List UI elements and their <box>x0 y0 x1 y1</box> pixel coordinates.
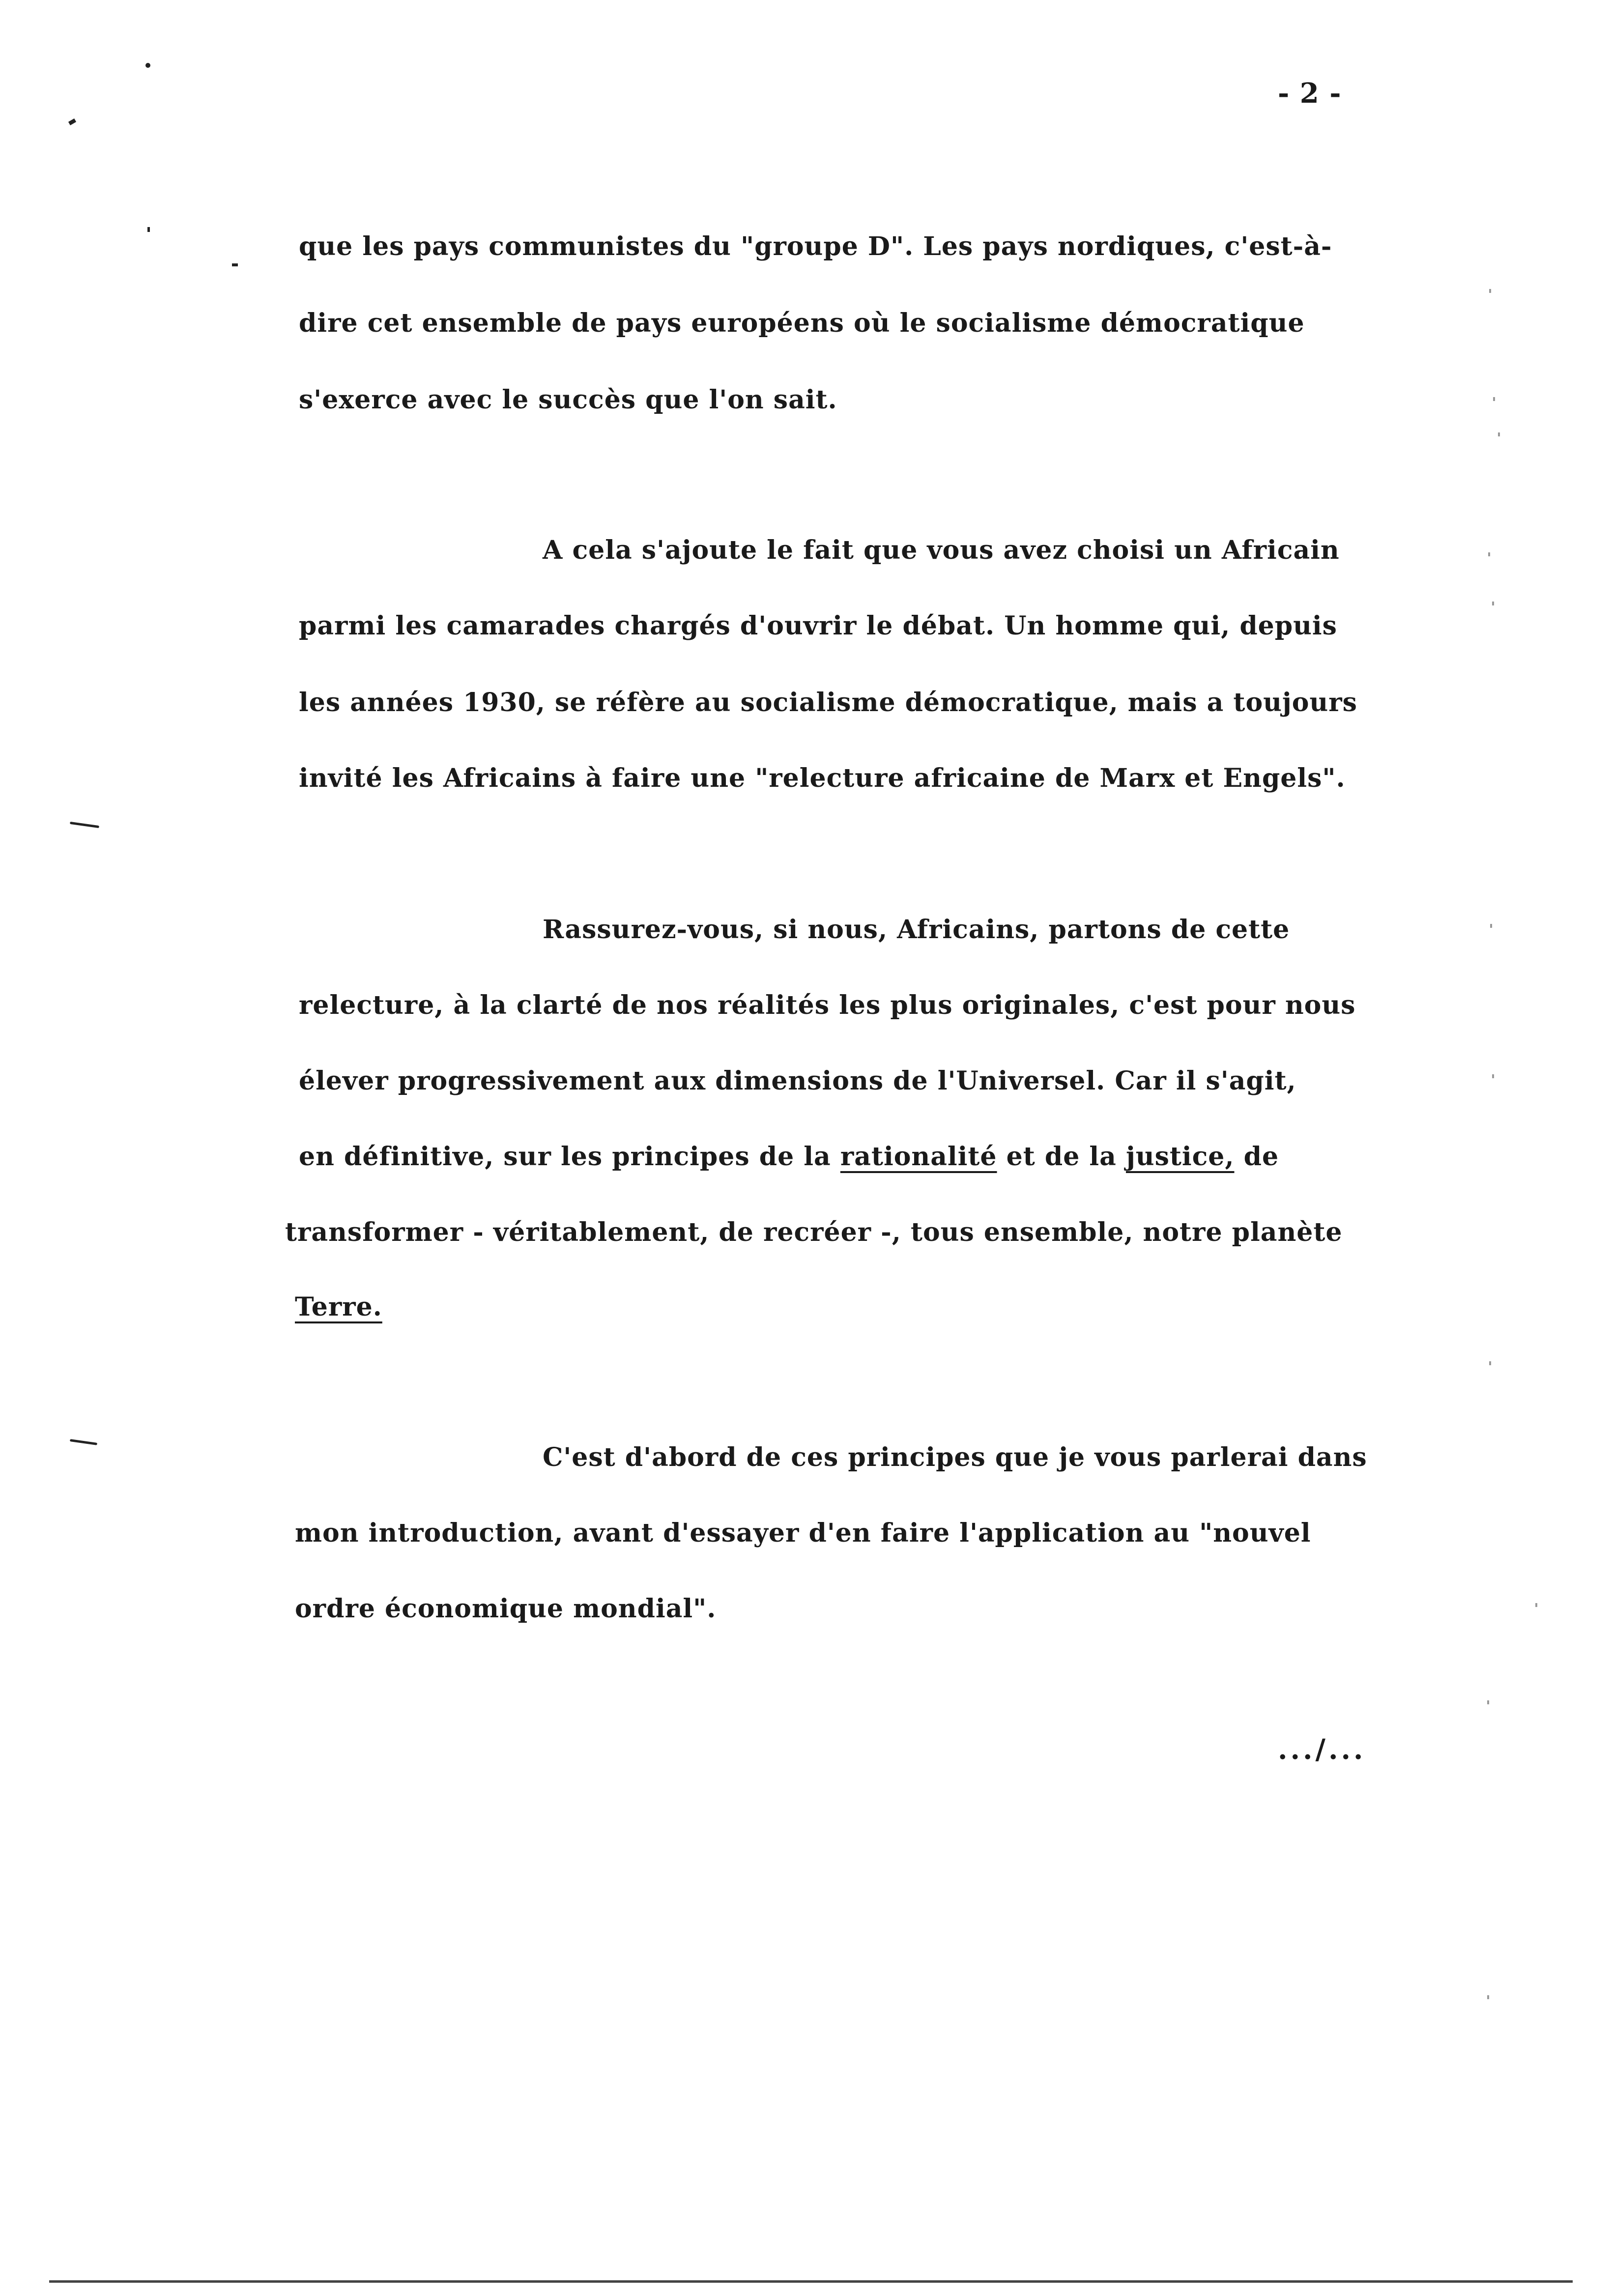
right-speck-7 <box>1492 1074 1494 1078</box>
right-speck-4 <box>1488 552 1490 556</box>
right-speck-6 <box>1490 924 1492 928</box>
paragraph-2-line-3: les années 1930, se réfère au socialisme démocratique, mais a toujours <box>299 688 1357 718</box>
right-speck-2 <box>1493 397 1495 401</box>
right-speck-1 <box>1489 289 1491 293</box>
margin-dot-2 <box>68 118 76 125</box>
underlined-rationalite: rationalité <box>840 1142 997 1172</box>
paragraph-1-line-2: dire cet ensemble de pays européens où le socialisme démocratique <box>299 308 1305 338</box>
paragraph-2-line-2: parmi les camarades chargés d'ouvrir le débat. Un homme qui, depuis <box>299 611 1337 641</box>
bottom-scan-edge <box>49 2280 1573 2283</box>
right-speck-9 <box>1535 1603 1537 1607</box>
line-4-middle: et de la <box>997 1142 1126 1172</box>
right-speck-10 <box>1487 1700 1489 1704</box>
margin-dot-4 <box>232 263 238 266</box>
paragraph-4-line-3: ordre économique mondial". <box>295 1594 717 1624</box>
paragraph-3-line-4 <box>299 1142 1279 1172</box>
page-number: - 2 - <box>1278 77 1342 110</box>
paragraph-3-line-1: Rassurez-vous, si nous, Africains, partons de cette <box>543 915 1290 945</box>
right-speck-8 <box>1489 1361 1491 1365</box>
right-speck-11 <box>1487 1995 1489 1999</box>
margin-dash-1 <box>70 822 99 828</box>
paragraph-3-line-3: élever progressivement aux dimensions de l'Universel. Car il s'agit, <box>299 1066 1296 1096</box>
underlined-justice: justice, <box>1125 1142 1235 1172</box>
margin-dot-3 <box>147 227 150 232</box>
underlined-terre: Terre. <box>295 1292 382 1322</box>
paragraph-1-line-1: que les pays communistes du "groupe D". Les pays nordiques, c'est-à- <box>299 231 1332 261</box>
paragraph-2-line-1: A cela s'ajoute le fait que vous avez choisi un Africain <box>543 535 1340 565</box>
line-4-before: en définitive, sur les principes de la <box>299 1142 840 1172</box>
line-4-after: de <box>1234 1142 1279 1172</box>
paragraph-4-line-1: C'est d'abord de ces principes que je vous parlerai dans <box>543 1442 1367 1472</box>
paragraph-1-line-3: s'exerce avec le succès que l'on sait. <box>299 385 837 415</box>
paragraph-4-line-2: mon introduction, avant d'essayer d'en faire l'application au "nouvel <box>295 1518 1311 1548</box>
right-speck-3 <box>1498 432 1500 436</box>
paragraph-3-line-2: relecture, à la clarté de nos réalités les plus originales, c'est pour nous <box>299 990 1356 1020</box>
margin-dash-2 <box>70 1439 97 1445</box>
margin-dot-1 <box>145 63 150 68</box>
paragraph-3-line-5: transformer - véritablement, de recréer -, tous ensemble, notre planète <box>285 1217 1343 1247</box>
paragraph-3-line-6 <box>295 1292 382 1322</box>
continuation-marker: .../... <box>1278 1733 1366 1766</box>
paragraph-2-line-4: invité les Africains à faire une "relecture africaine de Marx et Engels". <box>299 763 1346 793</box>
right-speck-5 <box>1492 602 1494 605</box>
